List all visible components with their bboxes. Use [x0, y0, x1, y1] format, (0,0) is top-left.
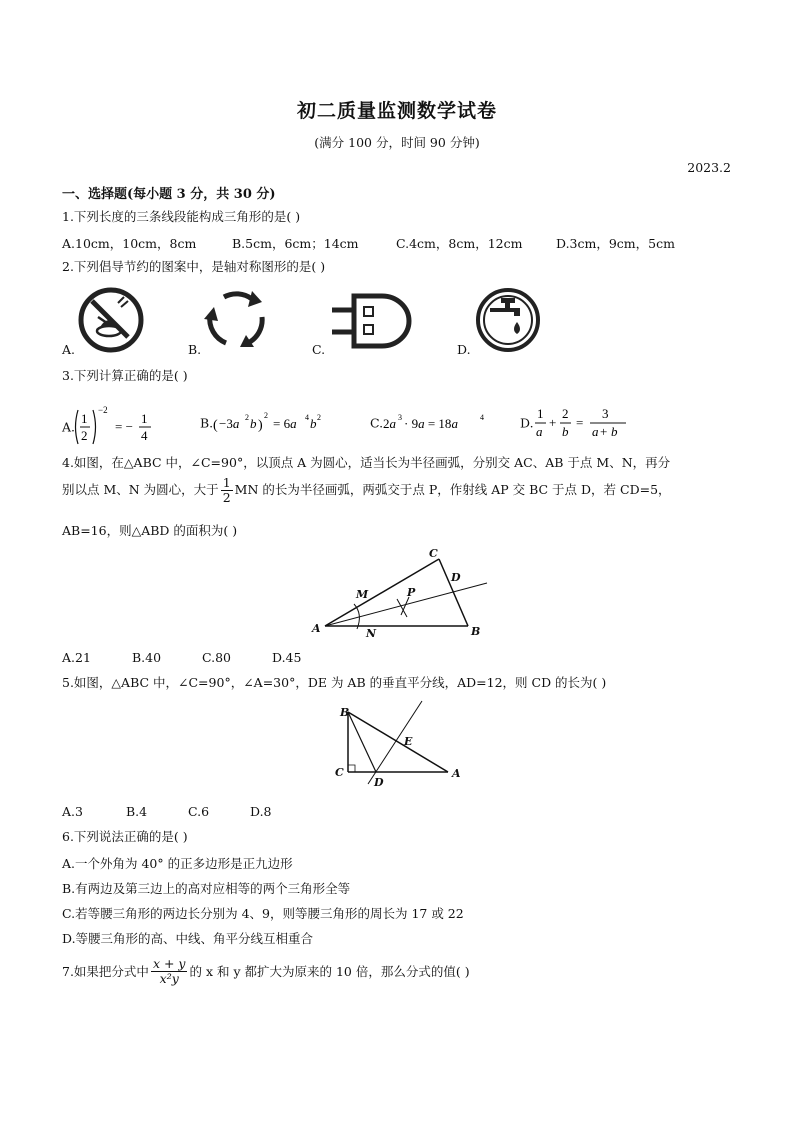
svg-text:a: a — [591, 424, 599, 439]
svg-text:=: = — [575, 415, 583, 430]
question-5-option-b: B.4 — [126, 804, 148, 819]
svg-text:2: 2 — [245, 413, 250, 422]
segment-cb — [439, 559, 468, 626]
question-2-label-d: D. — [457, 342, 471, 357]
question-3-label-b: B. — [200, 415, 214, 431]
page-subtitle: (满分 100 分，时间 90 分钟) — [314, 135, 480, 150]
question-6-option-c: C.若等腰三角形的两边长分别为 4、9，则等腰三角形的周长为 17 或 22 — [62, 906, 464, 921]
arc-p — [397, 597, 409, 617]
water-tap-icon — [474, 286, 542, 354]
fig5-label-d: D — [374, 776, 384, 789]
svg-text:+: + — [599, 424, 607, 439]
svg-text:2: 2 — [81, 428, 88, 443]
power-plug-icon — [330, 292, 414, 350]
question-5-option-c: C.6 — [188, 804, 210, 819]
exam-date: 2023.2 — [687, 160, 731, 175]
svg-text:· 9a = 18a: · 9a = 18a — [404, 416, 459, 431]
fig4-label-d: D — [451, 571, 461, 584]
svg-text:−3a: −3a — [219, 416, 240, 431]
question-4-option-c: C.80 — [202, 650, 231, 665]
fig5-label-c: C — [335, 766, 344, 779]
question-3-label-d: D. — [520, 415, 534, 431]
question-7-fraction-denominator: x²y — [159, 970, 179, 986]
formula-b — [213, 408, 343, 438]
question-3-option-d — [520, 402, 644, 444]
fig4-label-c: C — [429, 547, 438, 560]
svg-text:1: 1 — [536, 406, 544, 421]
question-2-label-b: B. — [188, 342, 202, 357]
question-5-option-d: D.8 — [250, 804, 272, 819]
fig5-label-e: E — [404, 735, 413, 748]
svg-text:4: 4 — [480, 413, 485, 422]
question-5-option-a: A.3 — [62, 804, 83, 819]
fig5-label-b: B — [340, 706, 350, 719]
question-7-fraction-numerator: x + y — [152, 956, 186, 971]
question-7-suffix: 的 x 和 y 都扩大为原来的 10 倍，那么分式的值( ) — [189, 963, 470, 979]
question-1-option-a: A.10cm，10cm，8cm — [62, 236, 197, 251]
svg-text:1: 1 — [81, 411, 88, 426]
svg-text:3: 3 — [398, 413, 403, 422]
svg-text:a: a — [535, 424, 543, 439]
section-heading: 一、选择题(每小题 3 分，共 30 分) — [62, 187, 276, 202]
formula-c — [383, 408, 493, 438]
svg-text:2a: 2a — [383, 416, 397, 431]
formula-d — [534, 402, 644, 444]
no-food-waste-icon — [78, 287, 144, 353]
fraction-one-half — [221, 476, 233, 505]
fraction-numerator: 1 — [222, 475, 231, 490]
svg-text:(: ( — [213, 418, 218, 433]
question-3-stem: 3.下列计算正确的是( ) — [62, 368, 188, 383]
svg-text:+: + — [548, 415, 556, 430]
question-1-option-b: B.5cm，6cm；14cm — [232, 236, 359, 251]
question-7-stem — [62, 957, 470, 986]
svg-text:3: 3 — [601, 406, 609, 421]
question-2-stem: 2.下列倡导节约的图案中，是轴对称图形的是( ) — [62, 259, 326, 274]
svg-text:b: b — [250, 416, 257, 431]
fig4-label-n: N — [366, 627, 377, 640]
question-7-fraction — [151, 957, 188, 986]
svg-text:4: 4 — [305, 413, 310, 422]
question-6-stem: 6.下列说法正确的是( ) — [62, 829, 188, 844]
question-4-option-a: A.21 — [62, 650, 91, 665]
right-angle-mark — [348, 765, 355, 772]
page-title: 初二质量监测数学试卷 — [296, 100, 497, 122]
question-2-label-c: C. — [312, 342, 326, 357]
question-3-label-c: C. — [370, 415, 384, 431]
fig4-label-b: B — [471, 625, 481, 638]
question-6-option-a: A.一个外角为 40° 的正多边形是正九边形 — [62, 856, 293, 871]
svg-text:4: 4 — [141, 428, 148, 443]
formula-a — [75, 406, 171, 448]
question-5-stem: 5.如图，△ABC 中，∠C=90°，∠A=30°，DE 为 AB 的垂直平分线，AD=12，则 CD 的长为( ) — [62, 675, 607, 690]
svg-text:2: 2 — [264, 411, 269, 420]
question-1-option-c: C.4cm，8cm，12cm — [396, 236, 523, 251]
question-4-line-1: 4.如图，在△ABC 中，∠C=90°，以顶点 A 为圆心，适当长为半径画弧，分别交 AC、AB 于点 M、N，再分 — [62, 455, 671, 470]
svg-text:−2: −2 — [98, 405, 108, 415]
question-1-option-d: D.3cm，9cm，5cm — [556, 236, 675, 251]
question-7-prefix: 7.如果把分式中 — [62, 963, 149, 979]
recycle-arrows-icon — [202, 285, 272, 353]
question-4-line-2b: MN 的长为半径画弧，两弧交于点 P，作射线 AP 交 BC 于点 D，若 CD=5， — [234, 481, 671, 497]
fig4-label-a: A — [312, 622, 321, 635]
question-4-line-2 — [62, 476, 671, 505]
question-4-option-d: D.45 — [272, 650, 302, 665]
fig5-label-a: A — [452, 767, 461, 780]
svg-text:2: 2 — [561, 406, 569, 421]
svg-text:b: b — [561, 424, 569, 439]
segment-ac — [325, 559, 439, 626]
segment-ba — [348, 712, 448, 772]
fraction-denominator: 2 — [222, 489, 231, 505]
fig4-label-m: M — [356, 588, 369, 601]
question-5-figure — [330, 700, 470, 792]
svg-text:2: 2 — [317, 413, 322, 422]
question-4-option-b: B.40 — [132, 650, 162, 665]
question-4-figure — [305, 545, 505, 645]
question-2-label-a: A. — [62, 342, 76, 357]
question-3-label-a: A. — [62, 419, 76, 435]
svg-text:1: 1 — [141, 411, 148, 426]
question-4-line-2a: 别以点 M、N 为圆心，大于 — [62, 481, 219, 497]
svg-text:b: b — [310, 416, 317, 431]
question-4-line-3: AB=16，则△ABD 的面积为( ) — [62, 523, 238, 538]
question-3-option-c — [370, 408, 493, 438]
question-6-option-b: B.有两边及第三边上的高对应相等的两个三角形全等 — [62, 881, 351, 896]
question-6-option-d: D.等腰三角形的高、中线、角平分线互相重合 — [62, 931, 314, 946]
fig4-label-p: P — [407, 586, 416, 599]
svg-text:b: b — [610, 424, 618, 439]
question-3-option-a — [62, 406, 171, 448]
svg-text:): ) — [258, 418, 263, 433]
svg-text:= 6a: = 6a — [273, 416, 297, 431]
question-3-option-b — [200, 408, 343, 438]
question-1-stem: 1.下列长度的三条线段能构成三角形的是( ) — [62, 209, 301, 224]
svg-text:= −: = − — [115, 419, 133, 434]
